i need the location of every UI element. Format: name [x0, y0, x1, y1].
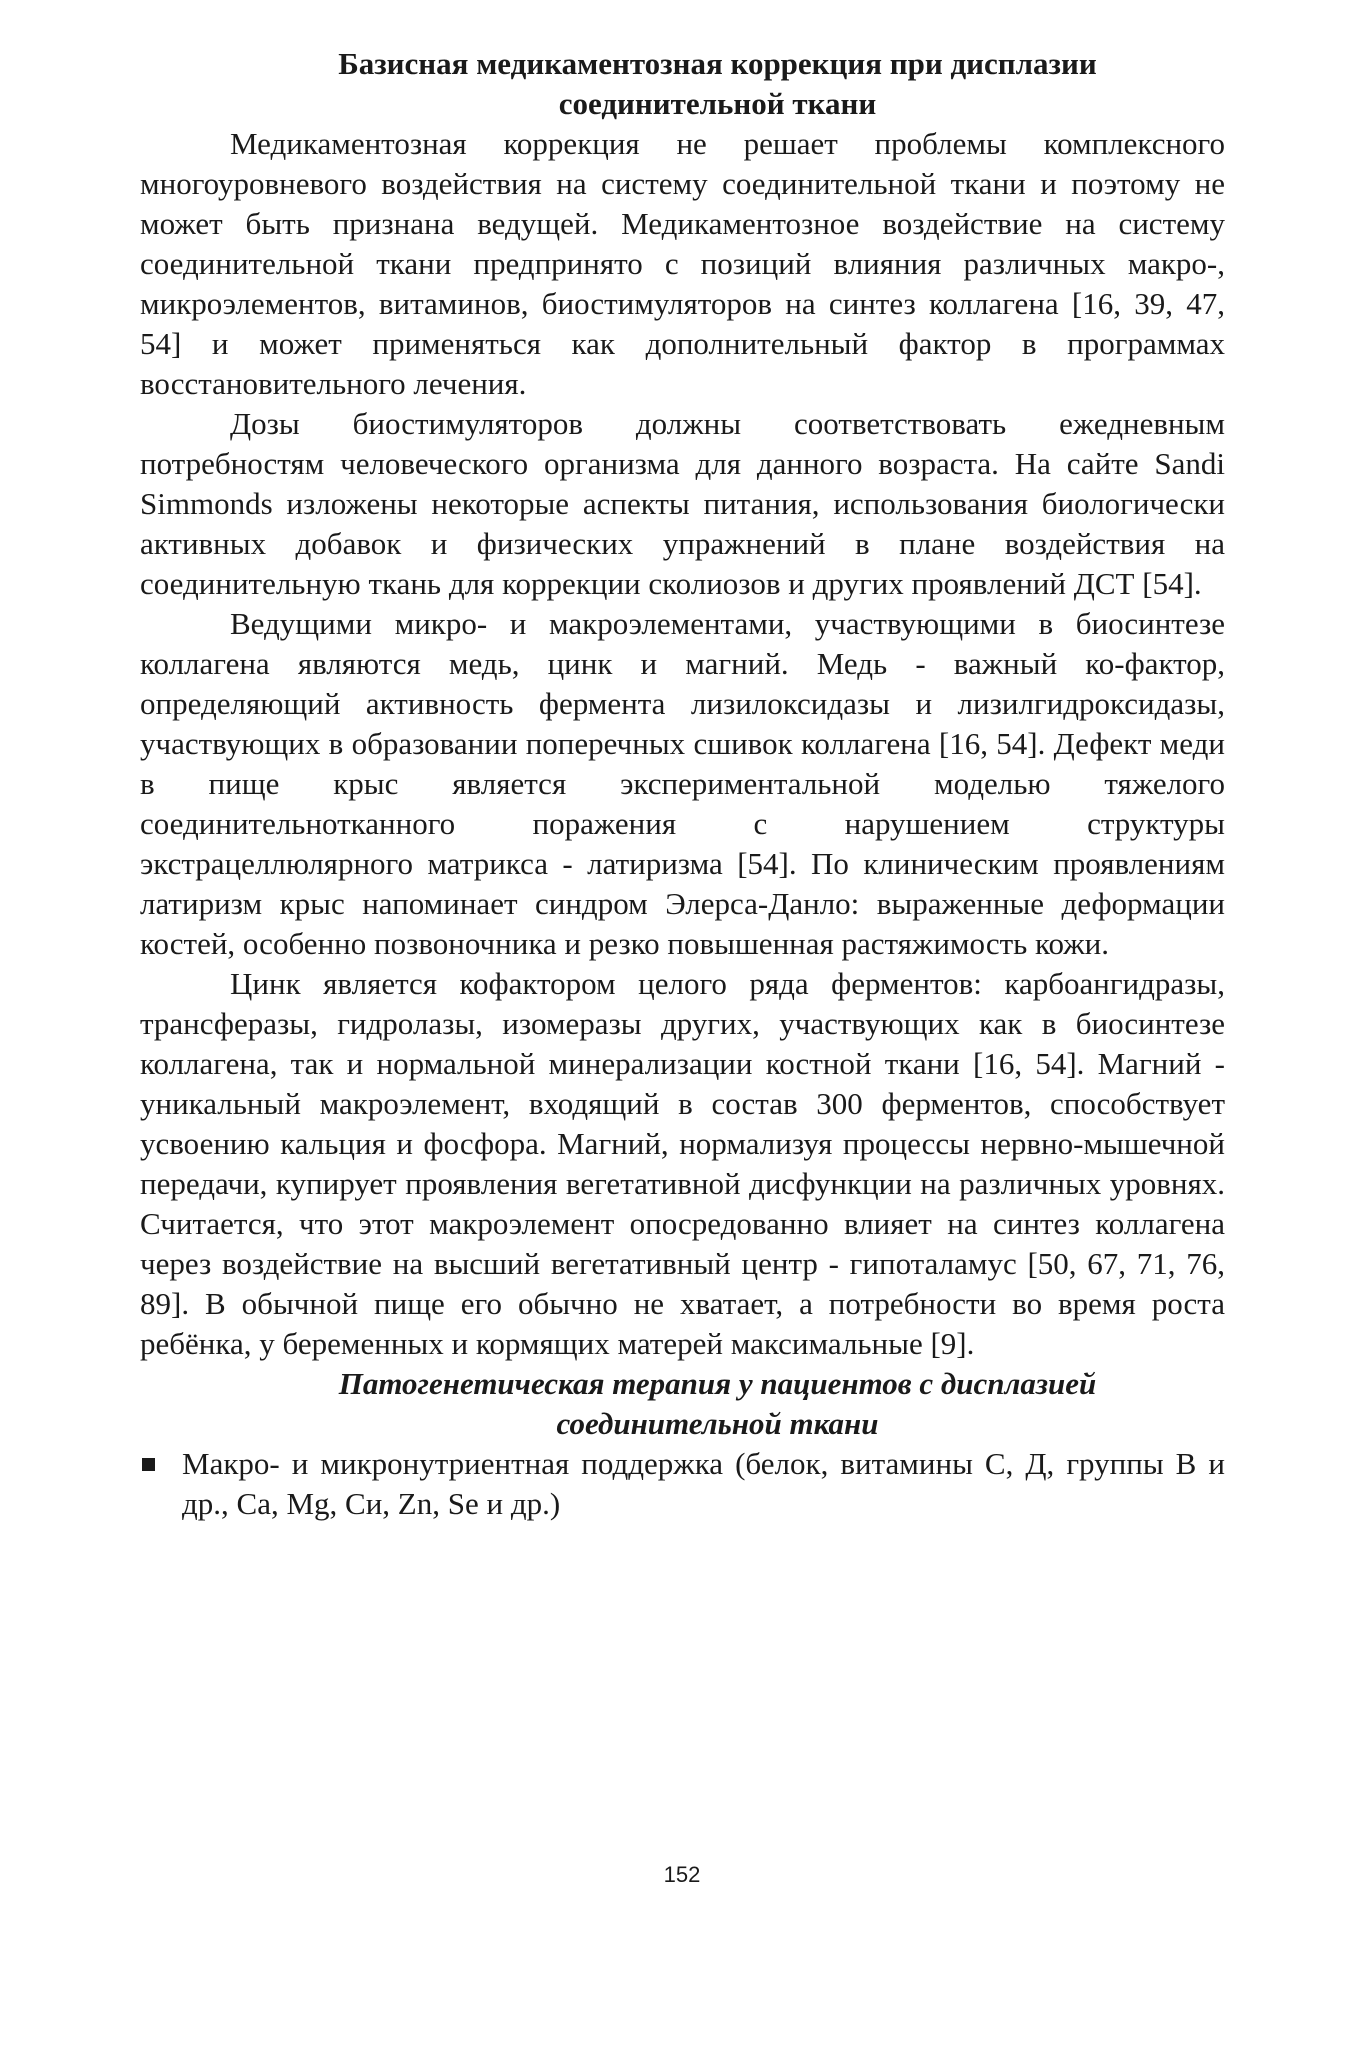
- page-content: [140, 44, 1225, 1524]
- paragraph-4: Цинк является кофактором целого ряда ферментов: карбоангидразы, трансферазы, гидролазы, изомеразы других, участвующих как в биосинтезе коллагена, так и нормальной минерализации костной ткани [16, 54]. Магний - уникальный макроэлемент, входящий в состав 300 ферментов, способствует усвоению кальция и фосфора. Магний, нормализуя процессы нервно-мышечной передачи, купирует проявления вегетативной дисфункции на различных уровнях. Считается, что этот макроэлемент опосредованно влияет на синтез коллагена через воздействие на высший вегетативный центр - гипоталамус [50, 67, 71, 76, 89]. В обычной пище его обычно не хватает, а потребности во время роста ребёнка, у беременных и кормящих матерей максимальные [9].: [140, 966, 1225, 1361]
- section-title-line-2: соединительной ткани: [558, 86, 877, 121]
- section-title-line-1: Базисная медикаментозная коррекция при дисплазии: [338, 46, 1097, 81]
- paragraph-3: Ведущими микро- и макроэлементами, участвующими в биосинтезе коллагена являются медь, цинк и магний. Медь - важный ко-фактор, определяющий активность фермента лизилоксидазы и лизилгидроксидазы, участвующих в образовании поперечных сшивок коллагена [16, 54]. Дефект меди в пище крыс является экспериментальной моделью тяжелого соединительнотканного поражения с нарушением структуры экстрацеллюлярного матрикса - латиризма [54]. По клиническим проявлениям латиризм крыс напоминает синдром Элерса-Данло: выраженные деформации костей, особенно позвоночника и резко повышенная растяжимость кожи.: [140, 606, 1225, 961]
- subsection-title-line-1: Патогенетическая терапия у пациентов с дисплазией: [338, 1366, 1097, 1401]
- subsection-title-line-2: соединительной ткани: [556, 1406, 879, 1441]
- list-item: [140, 1444, 1225, 1524]
- section-title: [140, 44, 1225, 124]
- list-item-text: Макро- и микронутриентная поддержка (белок, витамины С, Д, группы В и др., Са, Mg, Си, Zn, Se и др.): [182, 1446, 1225, 1521]
- bullet-list: [140, 1444, 1225, 1524]
- page-number: 152: [663, 1862, 701, 1887]
- square-bullet-icon: [142, 1458, 155, 1471]
- paragraph-2: Дозы биостимуляторов должны соответствовать ежедневным потребностям человеческого организма для данного возраста. На сайте Sandi Simmonds изложены некоторые аспекты питания, использования биологически активных добавок и физических упражнений в плане воздействия на соединительную ткань для коррекции сколиозов и других проявлений ДСТ [54].: [140, 406, 1225, 601]
- subsection-title: [140, 1364, 1225, 1444]
- paragraph-1: Медикаментозная коррекция не решает проблемы комплексного многоуровневого воздействия на систему соединительной ткани и поэтому не может быть признана ведущей. Медикаментозное воздействие на систему соединительной ткани предпринято с позиций влияния различных макро-, микроэлементов, витаминов, биостимуляторов на синтез коллагена [16, 39, 47, 54] и может применяться как дополнительный фактор в программах восстановительного лечения.: [140, 126, 1225, 401]
